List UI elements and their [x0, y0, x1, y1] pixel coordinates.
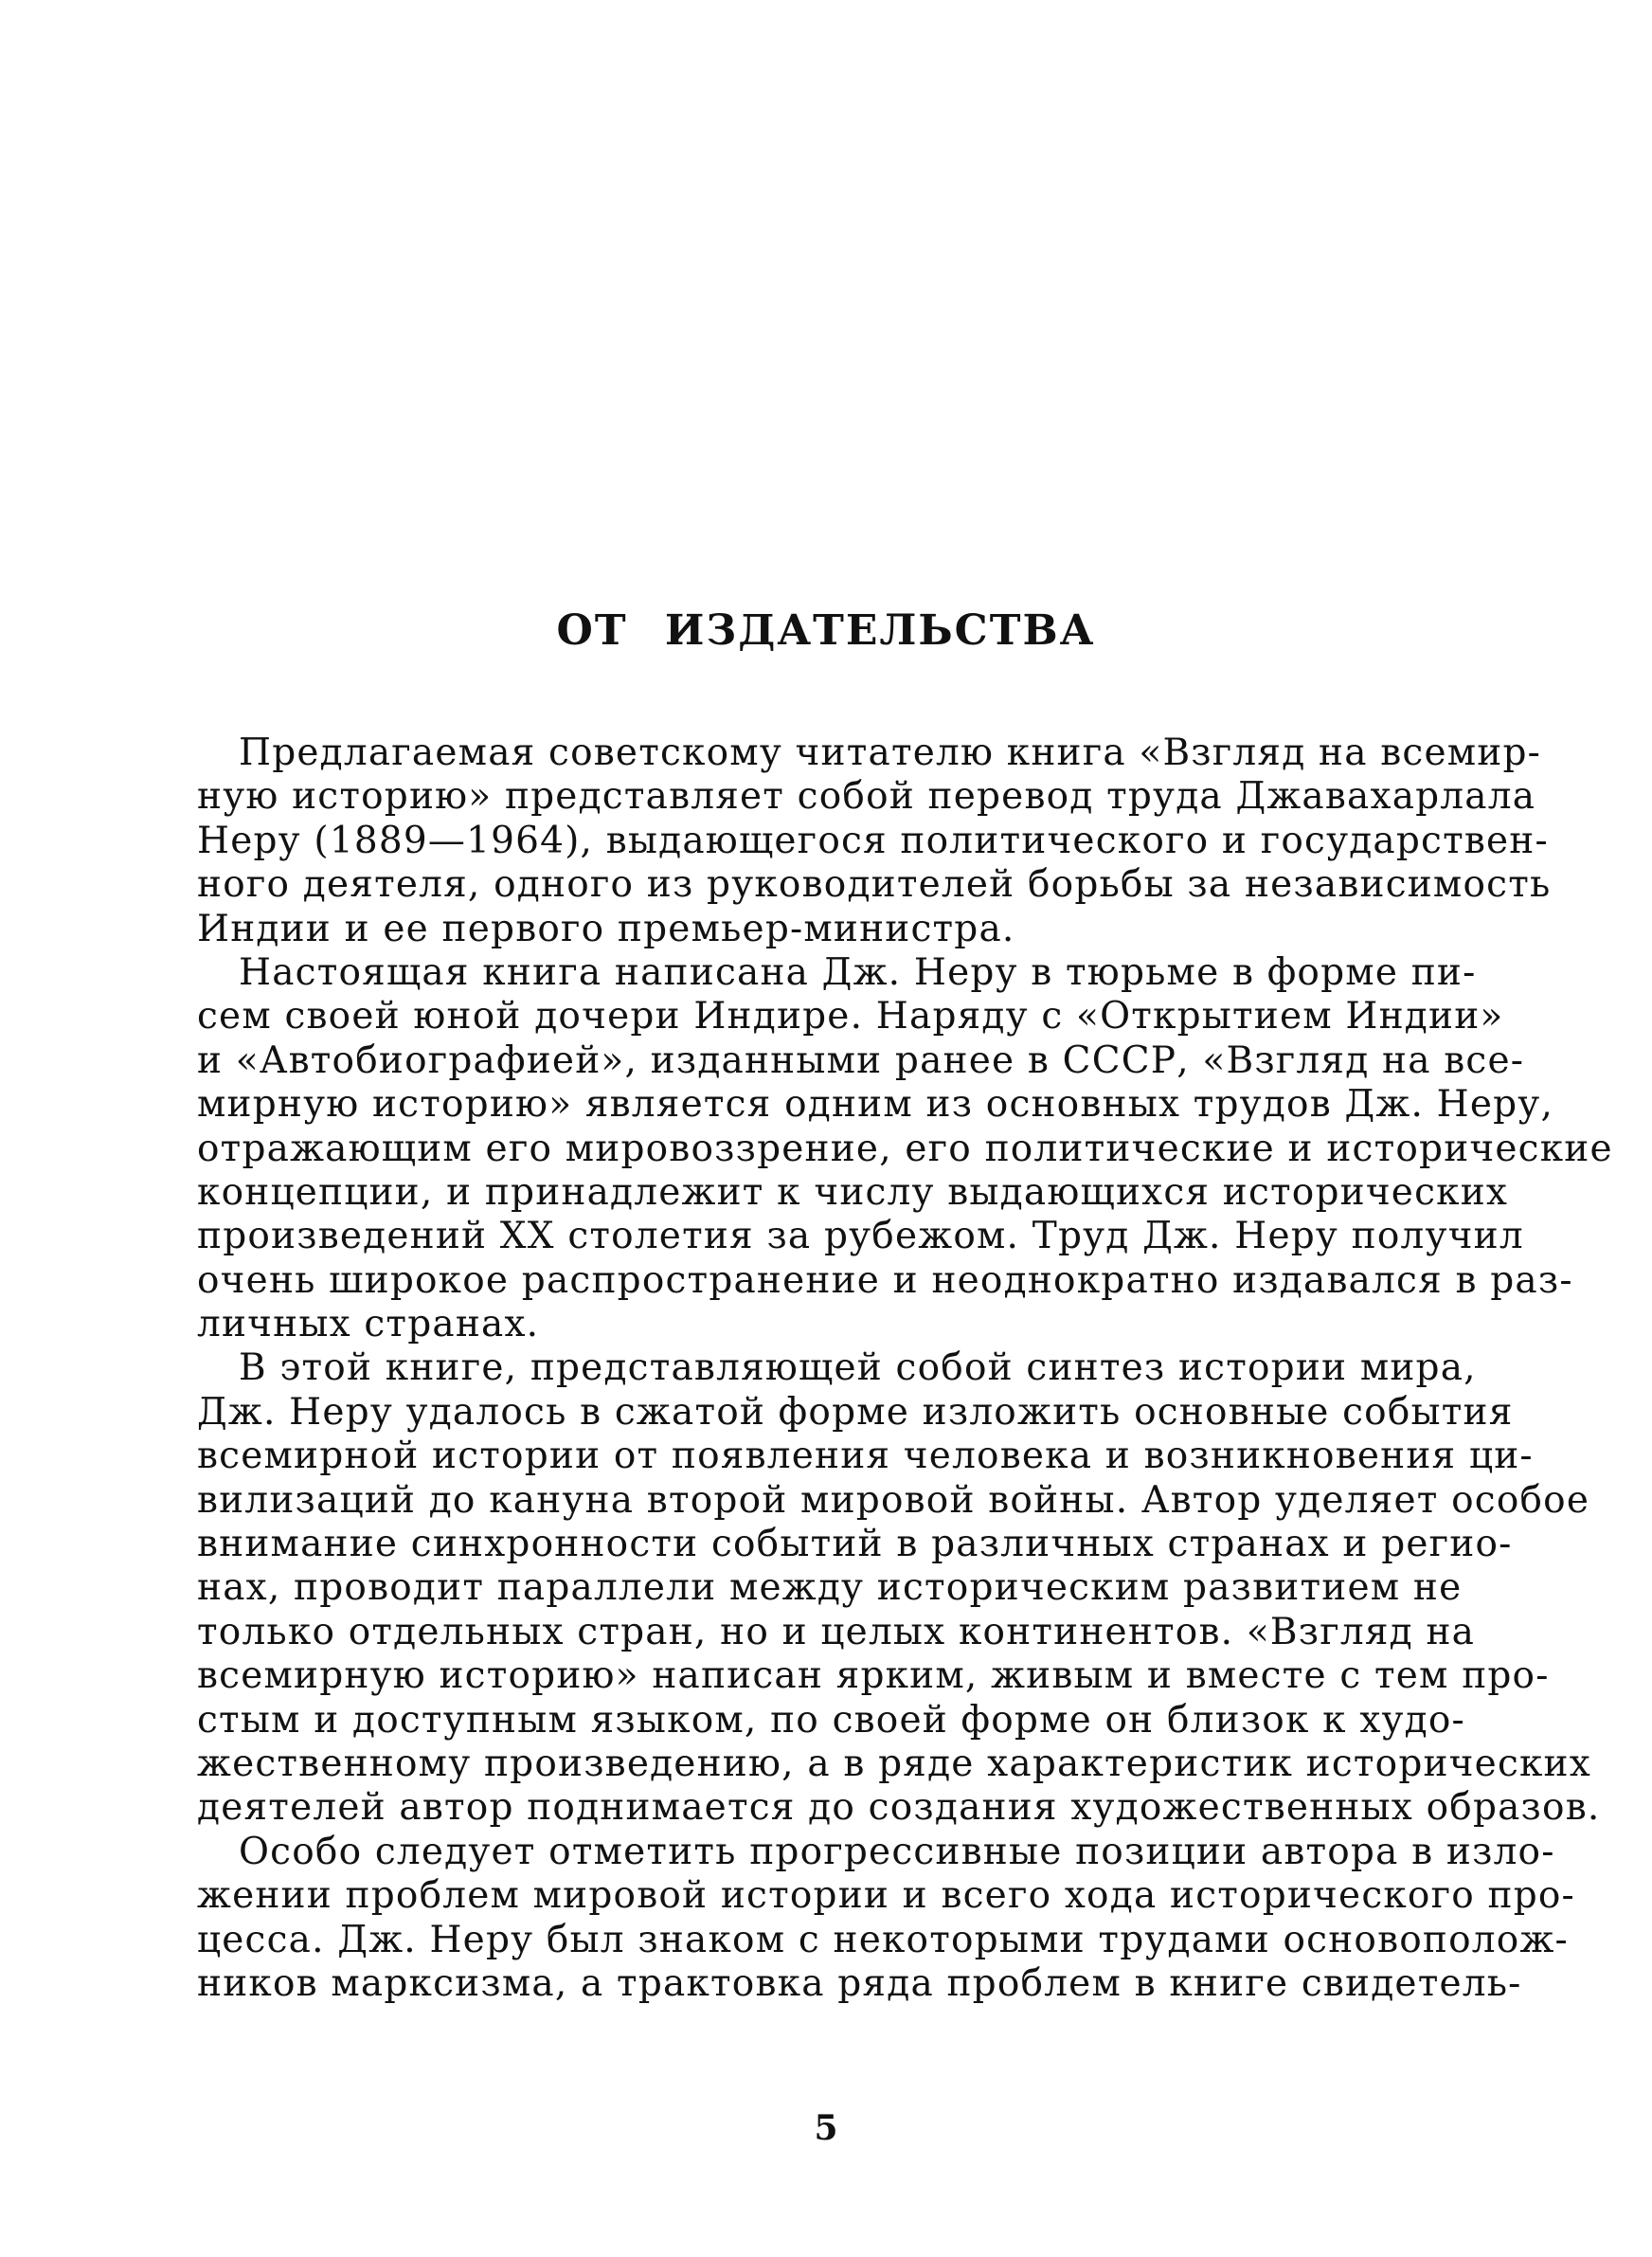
page-heading: ОТ ИЗДАТЕЛЬСТВА — [556, 606, 1096, 655]
text-line: всемирной истории от появления человека и возникновения ци- — [197, 1435, 1534, 1478]
body-text — [197, 731, 1613, 2006]
text-line: мирную историю» является одним из основных трудов Дж. Неру, — [197, 1083, 1554, 1127]
text-line: стым и доступным языком, по своей форме он близок к худо- — [197, 1698, 1465, 1742]
text-line: Особо следует отметить прогрессивные позиции автора в изло- — [239, 1830, 1555, 1873]
text-line: Предлагаемая советскому читателю книга «Взгляд на всемир- — [239, 731, 1541, 774]
text-line: деятелей автор поднимается до создания художественных образов. — [197, 1786, 1601, 1830]
text-line: жественному произведению, а в ряде характеристик исторических — [197, 1742, 1591, 1785]
text-line: очень широкое распространение и неоднократно издавался в раз- — [197, 1258, 1573, 1302]
page-number: 5 — [814, 2108, 838, 2148]
text-line: всемирную историю» написан ярким, живым и вместе с тем про- — [197, 1654, 1550, 1698]
text-line: ников марксизма, а трактовка ряда проблем в книге свидетель- — [197, 1961, 1522, 2005]
text-line: ную историю» представляет собой перевод труда Джавахарлала — [197, 775, 1536, 819]
text-line: только отдельных стран, но и целых континентов. «Взгляд на — [197, 1610, 1476, 1653]
text-line: Настоящая книга написана Дж. Неру в тюрьме в форме пи- — [239, 950, 1477, 994]
text-line: и «Автобиографией», изданными ранее в СССР, «Взгляд на все- — [197, 1038, 1525, 1082]
text-line: внимание синхронности событий в различных странах и регио- — [197, 1523, 1513, 1566]
text-line: Индии и ее первого премьер-министра. — [197, 907, 1015, 950]
text-line: вилизаций до кануна второй мировой войны. Автор уделяет особое — [197, 1478, 1590, 1522]
text-line: произведений XX столетия за рубежом. Труд Дж. Неру получил — [197, 1215, 1524, 1258]
text-line: нах, проводит параллели между историческим развитием не — [197, 1566, 1463, 1610]
text-line: Дж. Неру удалось в сжатой форме изложить основные события — [197, 1390, 1514, 1434]
text-line: концепции, и принадлежит к числу выдающихся исторических — [197, 1170, 1509, 1214]
text-line: отражающим его мировоззрение, его политические и исторические — [197, 1127, 1613, 1170]
text-line: сем своей юной дочери Индире. Наряду с «Открытием Индии» — [197, 995, 1504, 1038]
text-line: цесса. Дж. Неру был знаком с некоторыми трудами основополож- — [197, 1918, 1569, 1961]
text-line: Неру (1889—1964), выдающегося политического и государствен- — [197, 819, 1549, 862]
text-line: В этой книге, представляющей собой синтез истории мира, — [239, 1346, 1477, 1390]
text-line: личных странах. — [197, 1303, 540, 1346]
text-line: жении проблем мировой истории и всего хода исторического про- — [197, 1874, 1575, 1918]
text-line: ного деятеля, одного из руководителей борьбы за независимость — [197, 863, 1552, 907]
